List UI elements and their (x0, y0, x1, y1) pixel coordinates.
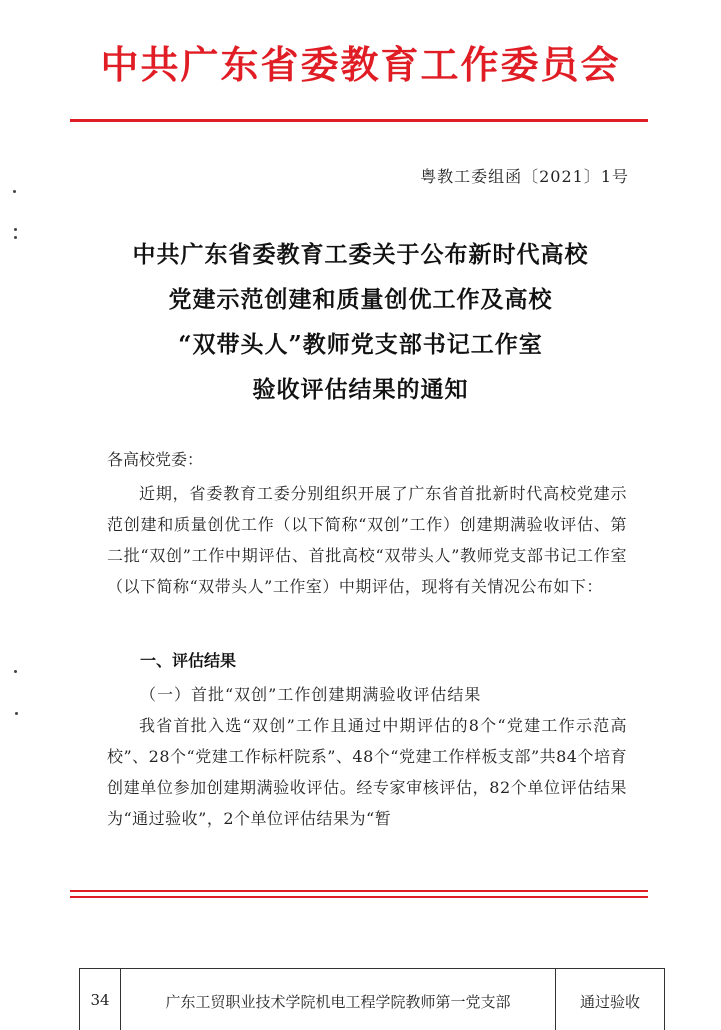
footer-red-rule-secondary (70, 896, 648, 898)
title-line: 中共广东省委教育工委关于公布新时代高校 (132, 241, 589, 268)
subsection-heading: （一）首批“双创”工作创建期满验收评估结果 (140, 685, 482, 704)
title-line: “双带头人”教师党支部书记工作室 (178, 331, 543, 358)
margin-mark (15, 712, 18, 715)
table-cell-unit-name: 广东工贸职业技术学院机电工程学院教师第一党支部 (121, 969, 556, 1030)
header-red-rule (70, 119, 648, 122)
footer-red-rule (70, 890, 648, 892)
margin-mark (14, 228, 17, 231)
notice-title (0, 232, 721, 412)
section-heading: 一、评估结果 (140, 651, 237, 670)
addressee: 各高校党委： (107, 450, 204, 469)
margin-mark (13, 190, 16, 193)
table-cell-number: 34 (80, 969, 121, 1030)
body-paragraph-results: 我省首批入选“双创”工作且通过中期评估的8个“党建工作示范高校”、28个“党建工作标杆院系”、48个“党建工作样板支部”共84个培育创建单位参加创建期满验收评估。经专家审核评估，82个单位评估结果为“通过验收”，2个单位评估结果为“暂 (107, 716, 627, 828)
margin-mark (14, 670, 17, 673)
title-line: 验收评估结果的通知 (252, 376, 469, 403)
body-paragraph-intro: 近期，省委教育工委分别组织开展了广东省首批新时代高校党建示范创建和质量创优工作（以下简称“双创”工作）创建期满验收评估、第二批“双创”工作中期评估、首批高校“双带头人”教师党支部书记工作室（以下简称“双带头人”工作室）中期评估，现将有关情况公布如下： (107, 484, 627, 596)
document-number: 粤教工委组函〔2021〕1号 (420, 167, 629, 186)
table-cell-result: 通过验收 (579, 993, 640, 1011)
title-line: 党建示范创建和质量创优工作及高校 (168, 286, 553, 313)
org-header-title: 中共广东省委教育工作委员会 (100, 43, 621, 87)
result-table-row (79, 968, 665, 1030)
margin-mark (14, 236, 17, 239)
